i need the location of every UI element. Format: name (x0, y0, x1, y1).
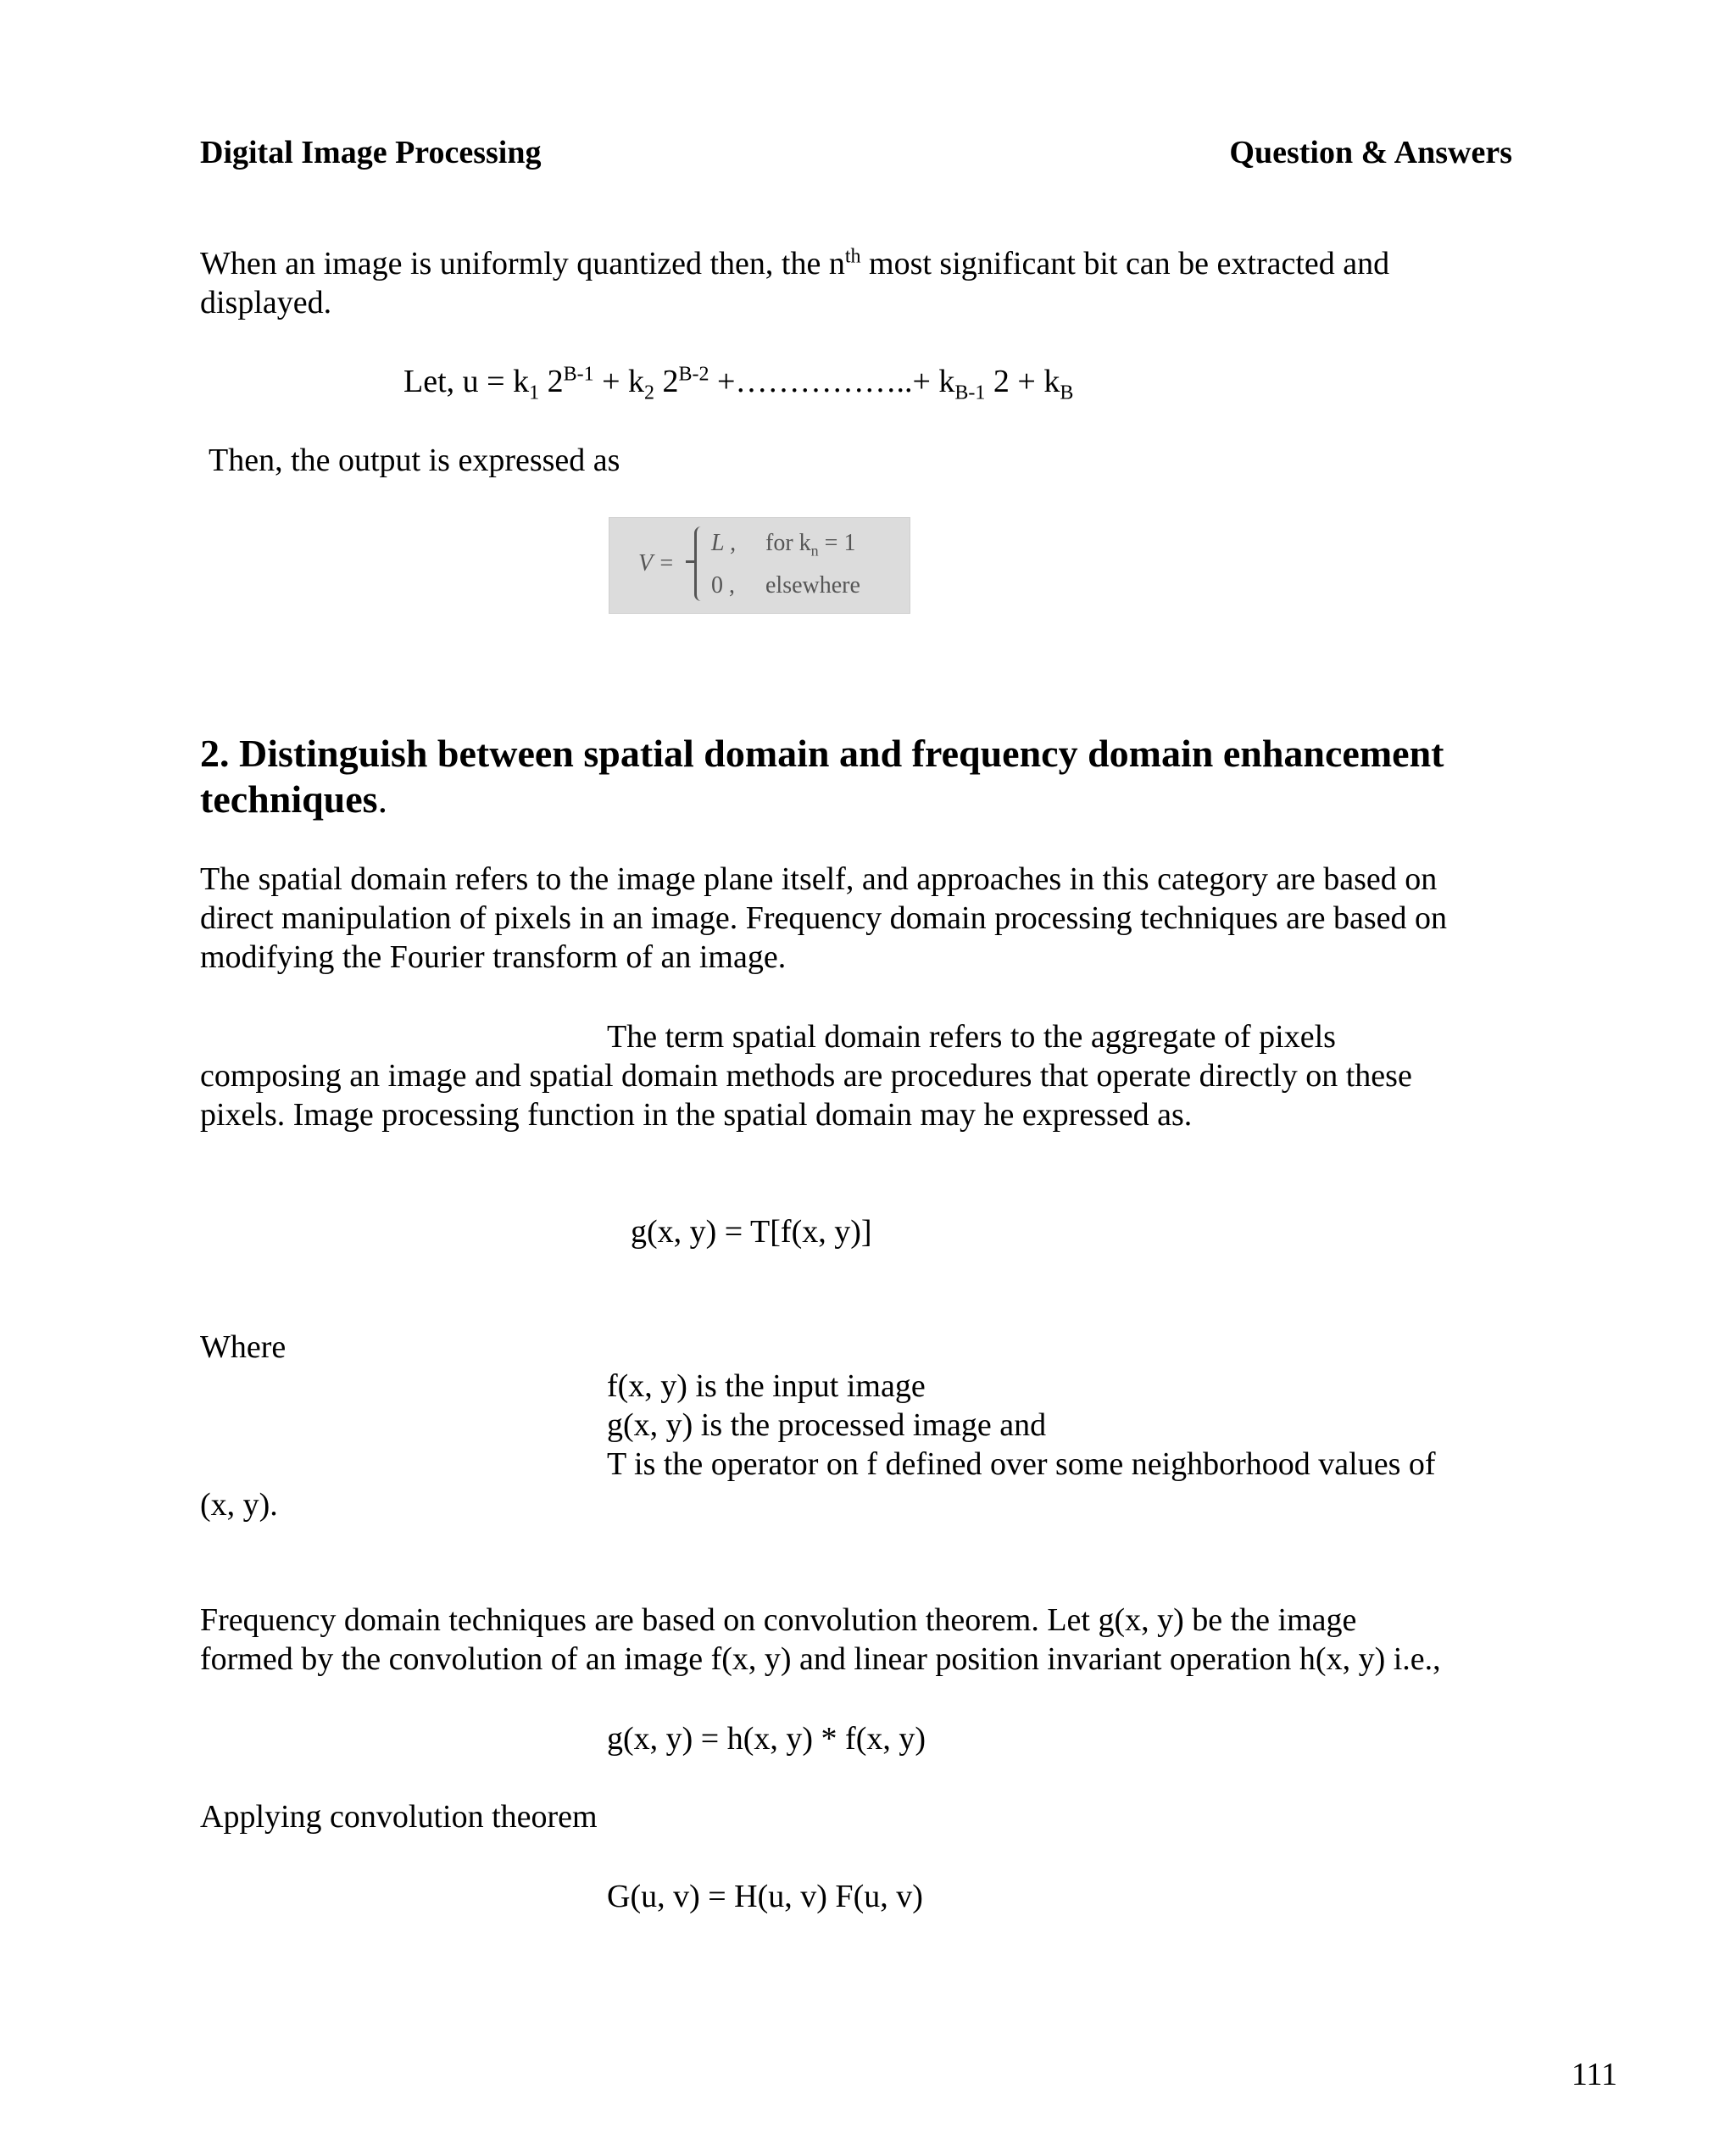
case-1-cond-text: for k (765, 530, 811, 556)
case-1-cond-sub: n (810, 542, 819, 560)
question-heading-line-2 (200, 777, 387, 822)
formula-u-part: Let, u = k (403, 364, 530, 399)
intro-text-b: most significant bit can be extracted and (860, 246, 1390, 281)
question-heading-line-1: 2. Distinguish between spatial domain and frequency domain enhancement (200, 732, 1444, 775)
page-number: 111 (1571, 2057, 1617, 2092)
where-tail: (x, y). (200, 1487, 278, 1523)
output-case-1-value: L , (711, 530, 737, 556)
output-case-1-condition (765, 530, 856, 560)
intro-text-a: When an image is uniformly quantized then, the n (200, 246, 845, 281)
paragraph-2-line-2: composing an image and spatial domain methods are procedures that operate directly on these (200, 1058, 1412, 1094)
formula-u-sub: 1 (529, 382, 540, 404)
formula-u-sub: B-1 (954, 382, 986, 404)
equation-convolution: g(x, y) = h(x, y) * f(x, y) (607, 1721, 926, 1757)
intro-line-1 (200, 244, 1389, 283)
paragraph-1-line-2: direct manipulation of pixels in an image. Frequency domain processing techniques are based on (200, 900, 1448, 936)
formula-u-part: +……………..+ k (709, 364, 955, 399)
where-item-3: T is the operator on f defined over some neighborhood values of (607, 1446, 1436, 1482)
formula-u (403, 362, 1074, 404)
paragraph-2-line-1: The term spatial domain refers to the aggregate of pixels (607, 1019, 1336, 1055)
formula-u-part: 2 + k (985, 364, 1060, 399)
output-case-2-value: 0 , (711, 572, 735, 599)
paragraph-2-line-3: pixels. Image processing function in the spatial domain may he expressed as. (200, 1097, 1193, 1133)
output-formula-image (609, 517, 910, 614)
formula-u-sub: 2 (644, 382, 655, 404)
formula-u-part: 2 (539, 364, 564, 399)
where-label: Where (200, 1329, 287, 1365)
output-formula-lhs: V = (638, 550, 675, 576)
where-item-2: g(x, y) is the processed image and (607, 1407, 1047, 1443)
question-heading-word: techniques (200, 777, 378, 821)
formula-u-part: 2 (654, 364, 679, 399)
formula-u-exp: B-2 (678, 363, 709, 386)
paragraph-3-line-2: formed by the convolution of an image f(x, y) and linear position invariant operation h(x, y) i.e., (200, 1641, 1441, 1677)
where-item-1: f(x, y) is the input image (607, 1368, 926, 1404)
output-case-2-condition: elsewhere (765, 572, 860, 599)
header-right: Question & Answers (1229, 135, 1512, 170)
paragraph-1-line-3: modifying the Fourier transform of an image. (200, 939, 787, 975)
paragraph-3-line-1: Frequency domain techniques are based on convolution theorem. Let g(x, y) be the image (200, 1602, 1357, 1638)
applying-label: Applying convolution theorem (200, 1799, 598, 1835)
header-left: Digital Image Processing (200, 135, 542, 170)
intro-superscript: th (844, 245, 861, 268)
case-1-cond-eq: = 1 (818, 530, 856, 556)
formula-u-part: + k (593, 364, 645, 399)
formula-u-sub: B (1060, 382, 1074, 404)
intro-line-2: displayed. (200, 285, 332, 320)
equation-spatial: g(x, y) = T[f(x, y)] (631, 1214, 872, 1250)
brace-icon (694, 526, 709, 601)
formula-u-exp: B-1 (563, 363, 594, 386)
paragraph-1-line-1: The spatial domain refers to the image plane itself, and approaches in this category are based on (200, 861, 1438, 897)
then-line: Then, the output is expressed as (209, 443, 620, 478)
question-heading-period: . (377, 777, 388, 821)
equation-frequency: G(u, v) = H(u, v) F(u, v) (607, 1879, 923, 1914)
